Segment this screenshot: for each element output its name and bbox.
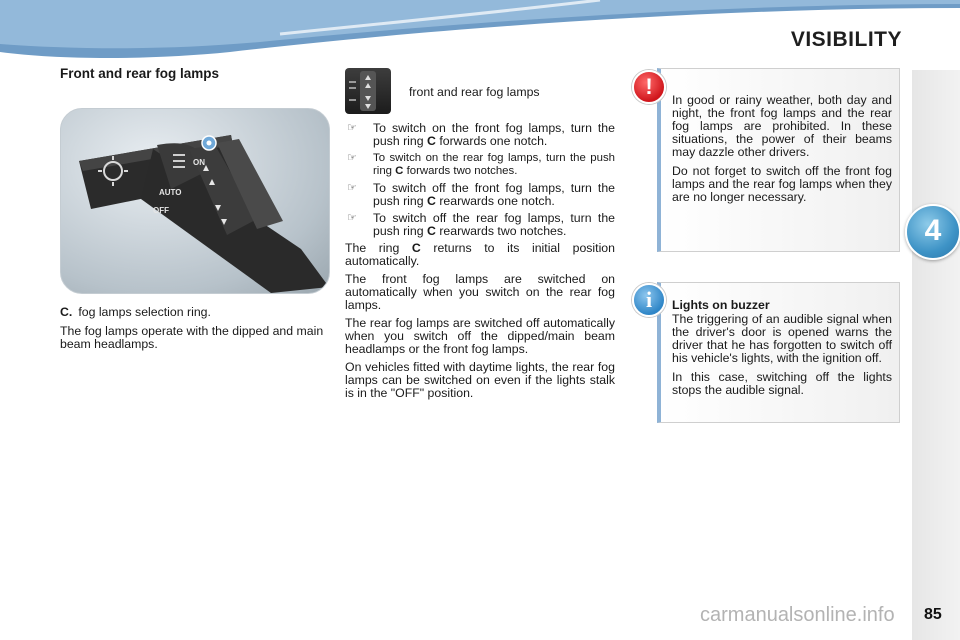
info-icon: i [632, 283, 666, 317]
warning-paragraph: Do not forget to switch off the front fog lamps and the rear fog lamps when they are no longer necessary. [672, 164, 892, 204]
instruction-item: ☞ To switch off the rear fog lamps, turn the push ring C rearwards two notches. [347, 211, 615, 238]
info-text [672, 313, 892, 403]
side-strip [912, 70, 960, 640]
section-heading: Front and rear fog lamps [60, 66, 220, 81]
stalk-label-auto: AUTO [159, 188, 182, 197]
hand-pointer-icon: ☞ [347, 152, 357, 164]
hand-pointer-icon: ☞ [347, 212, 357, 224]
front-auto-paragraph: The front fog lamps are switched on automatically when you switch on the rear fog lamps. [345, 272, 615, 312]
photo-caption [60, 306, 326, 357]
warning-icon: ! [632, 70, 666, 104]
daytime-lights-paragraph: On vehicles fitted with daytime lights, the rear fog lamps can be switched on even if the lights stalk is in the "OFF" position. [345, 360, 615, 400]
stalk-label-off: OFF [153, 206, 169, 215]
instruction-item: ☞ To switch on the rear fog lamps, turn the push ring C forwards two notches. [347, 152, 615, 177]
stalk-label-on: ON [193, 158, 205, 167]
watermark: carmanualsonline.info [700, 604, 895, 626]
hand-pointer-icon: ☞ [347, 182, 357, 194]
info-paragraph: In this case, switching off the lights stops the audible signal. [672, 370, 892, 397]
instruction-item: ☞ To switch on the front fog lamps, turn the push ring C forwards one notch. [347, 121, 615, 148]
hand-pointer-icon: ☞ [347, 122, 357, 134]
instruction-item: ☞ To switch off the front fog lamps, turn the push ring C rearwards one notch. [347, 181, 615, 208]
return-paragraph: The ring C returns to its initial position automatically. [345, 241, 615, 268]
instructions [345, 122, 615, 405]
caption-note: The fog lamps operate with the dipped and main beam headlamps. [60, 324, 324, 351]
rear-auto-off-paragraph: The rear fog lamps are switched off automatically when you switch off the dipped/main beam headlamps or the front fog lamps. [345, 316, 615, 356]
fog-ring-thumbnail [345, 68, 391, 114]
warning-text [672, 94, 892, 210]
chapter-tab[interactable]: 4 [905, 204, 960, 260]
info-title: Lights on buzzer [672, 298, 770, 312]
caption-ref-label: C. [60, 305, 73, 319]
warning-paragraph: In good or rainy weather, both day and night, the front fog lamps and the rear fog lamps are prohibited. In these situations, the power of their beams may dazzle other drivers. [672, 93, 892, 159]
thumbnail-caption: front and rear fog lamps [409, 85, 540, 99]
lighting-stalk-photo [60, 108, 330, 294]
info-paragraph: The triggering of an audible signal when the driver's door is opened warns the driver that he has forgotten to switch off his vehicle's lights, with the ignition off. [672, 312, 892, 365]
page-number: 85 [924, 606, 942, 623]
caption-ref-text: fog lamps selection ring. [78, 305, 211, 319]
page-title: VISIBILITY [790, 28, 902, 51]
